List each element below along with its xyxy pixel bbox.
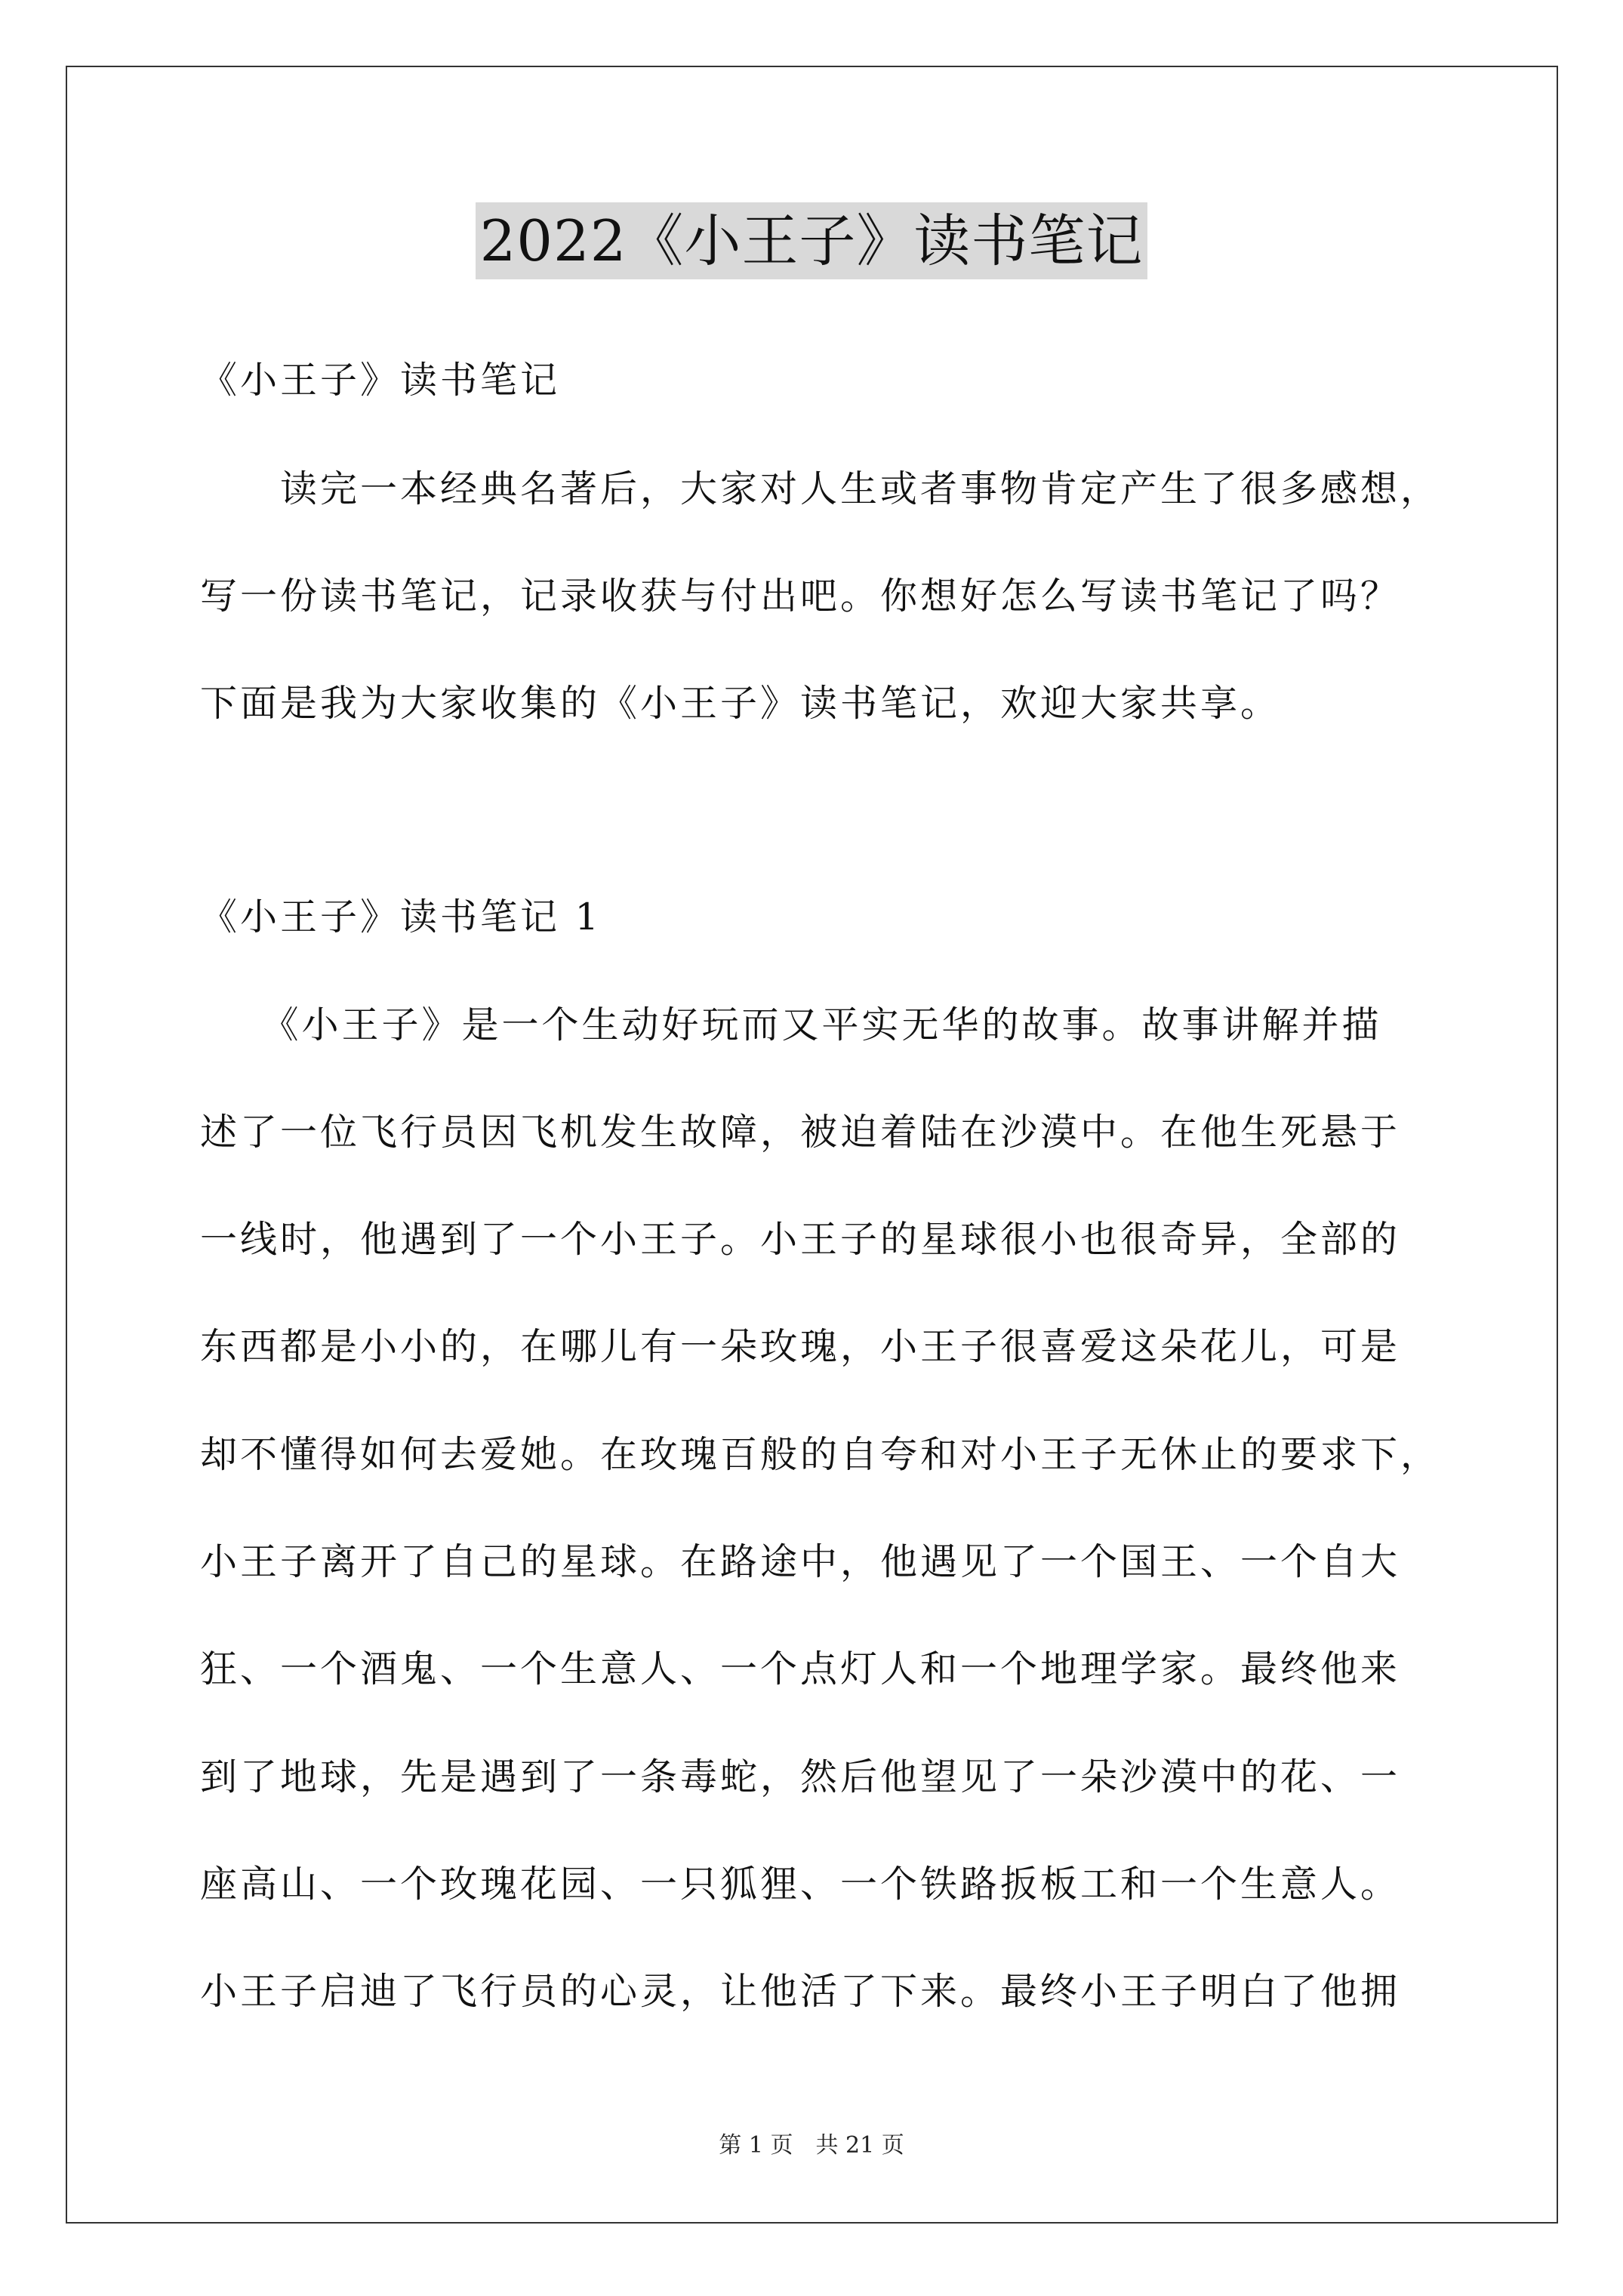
section-line-10: 小王子启迪了飞行员的心灵，让他活了下来。最终小王子明白了他拥 — [200, 1970, 1401, 2013]
section-line-3: 一线时，他遇到了一个小王子。小王子的星球很小也很奇异，全部的 — [200, 1218, 1401, 1261]
section-line-2: 述了一位飞行员因飞机发生故障，被迫着陆在沙漠中。在他生死悬于 — [200, 1111, 1401, 1154]
section-line-8: 到了地球，先是遇到了一条毒蛇，然后他望见了一朵沙漠中的花、一 — [200, 1755, 1401, 1798]
document-subtitle: 《小王子》读书笔记 — [200, 359, 561, 402]
section-line-6: 小王子离开了自己的星球。在路途中，他遇见了一个国王、一个自大 — [200, 1540, 1401, 1583]
section-line-1: 《小王子》是一个生动好玩而又平实无华的故事。故事讲解并描 — [200, 1003, 1382, 1046]
section-line-5: 却不懂得如何去爱她。在玫瑰百般的自夸和对小王子无休止的要求下， — [200, 1433, 1441, 1476]
intro-line-1: 读完一本经典名著后，大家对人生或者事物肯定产生了很多感想， — [200, 467, 1441, 510]
section-line-9: 座高山、一个玫瑰花园、一只狐狸、一个铁路扳板工和一个生意人。 — [200, 1863, 1401, 1906]
section-line-4: 东西都是小小的，在哪儿有一朵玫瑰，小王子很喜爱这朵花儿，可是 — [200, 1325, 1401, 1368]
document-title: 2022《小王子》读书笔记 — [476, 202, 1148, 279]
intro-line-2: 写一份读书笔记，记录收获与付出吧。你想好怎么写读书笔记了吗？ — [200, 575, 1401, 618]
title-container — [0, 202, 1623, 279]
section-heading: 《小王子》读书笔记 1 — [200, 895, 602, 938]
section-line-7: 狂、一个酒鬼、一个生意人、一个点灯人和一个地理学家。最终他来 — [200, 1647, 1401, 1690]
page-footer: 第 1 页 共 21 页 — [719, 2132, 904, 2159]
intro-line-3: 下面是我为大家收集的《小王子》读书笔记，欢迎大家共享。 — [200, 682, 1281, 725]
